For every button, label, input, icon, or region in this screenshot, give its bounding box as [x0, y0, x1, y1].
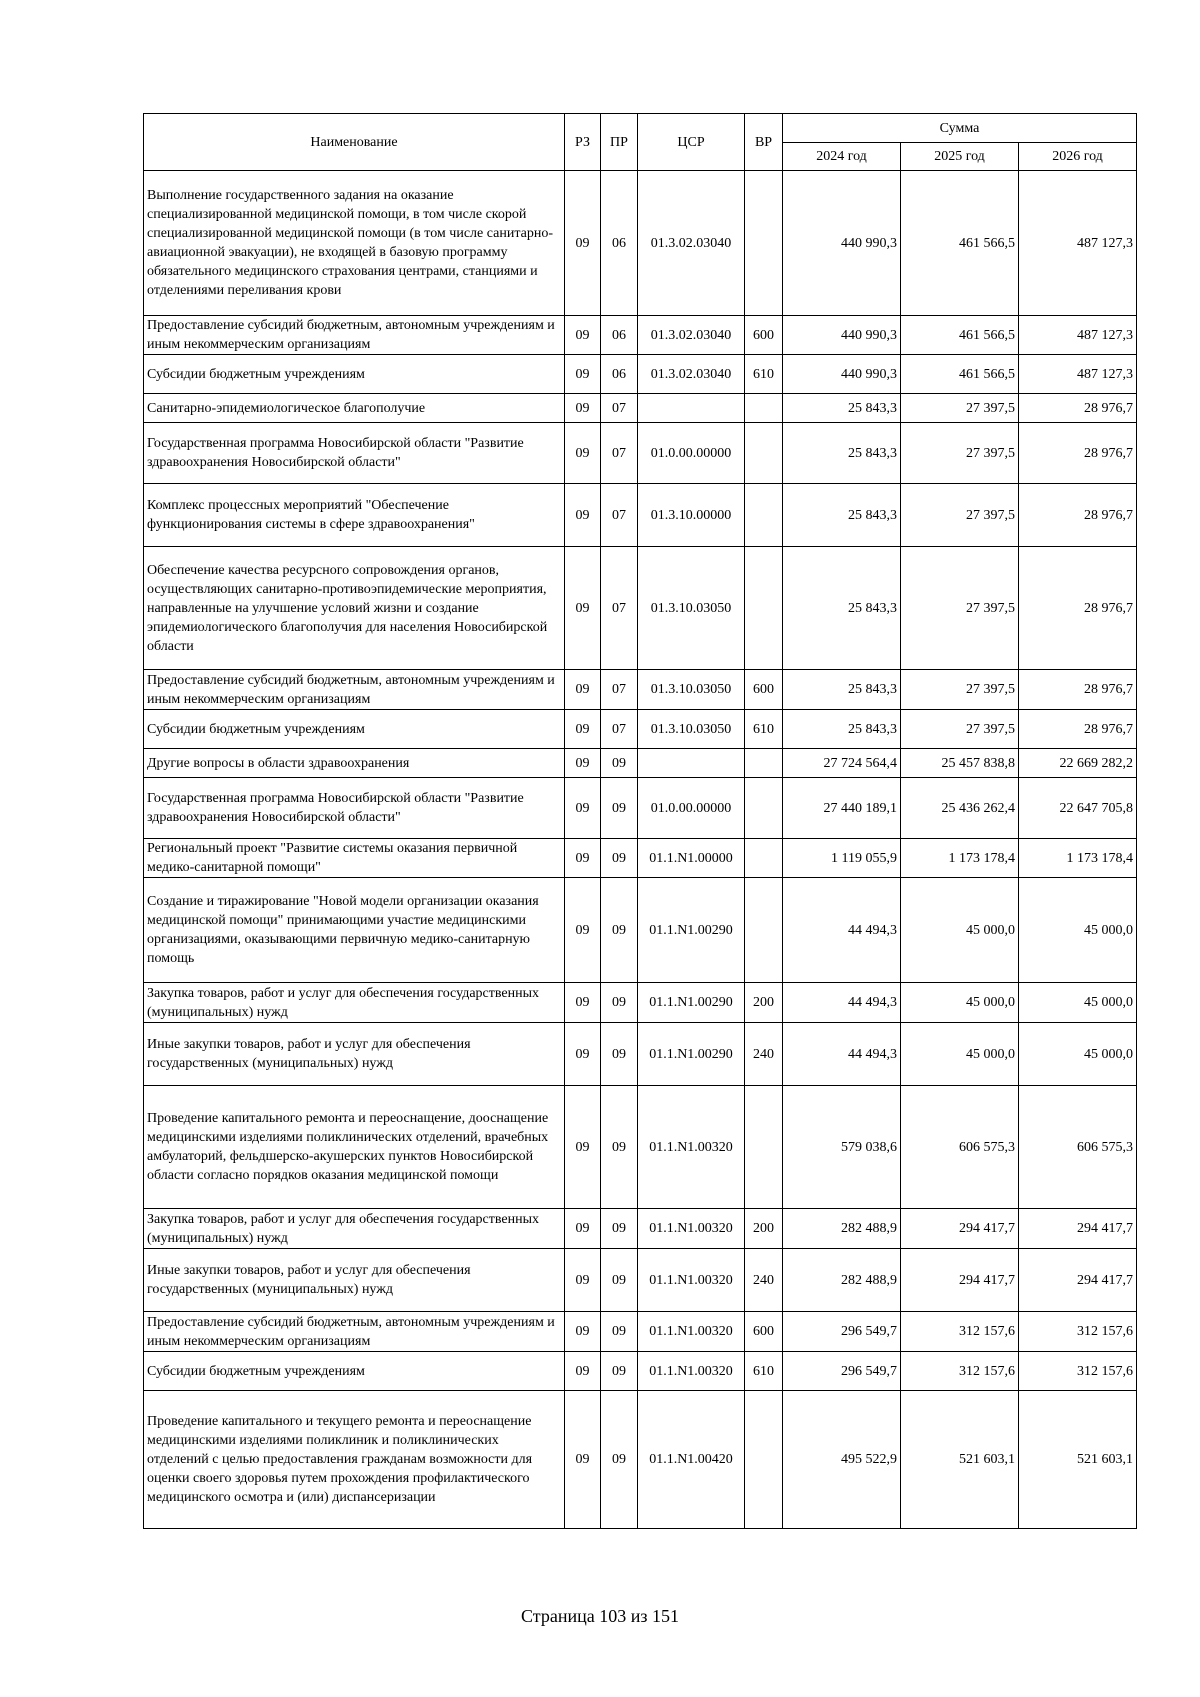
cell-csr: 01.1.N1.00420	[638, 1391, 745, 1529]
cell-name: Предоставление субсидий бюджетным, автономным учреждениям и иным некоммерческим организациям	[144, 670, 565, 710]
cell-rz: 09	[565, 1391, 601, 1529]
cell-sum-2026: 294 417,7	[1019, 1209, 1137, 1249]
cell-vr: 600	[745, 670, 783, 710]
cell-name: Обеспечение качества ресурсного сопровождения органов, осуществляющих санитарно-противоэпидемические мероприятия, направленные на улучшение условий жизни и создание эпидемиологического благополучия для населения Новосибирской области	[144, 547, 565, 670]
cell-name: Региональный проект "Развитие системы оказания первичной медико-санитарной помощи"	[144, 839, 565, 878]
cell-name: Государственная программа Новосибирской области "Развитие здравоохранения Новосибирской области"	[144, 778, 565, 839]
cell-pr: 09	[601, 1086, 638, 1209]
cell-rz: 09	[565, 670, 601, 710]
cell-pr: 09	[601, 983, 638, 1023]
table-row	[144, 670, 1137, 710]
cell-sum-2026: 487 127,3	[1019, 316, 1137, 355]
cell-name: Иные закупки товаров, работ и услуг для обеспечения государственных (муниципальных) нужд	[144, 1249, 565, 1312]
cell-pr: 07	[601, 710, 638, 749]
cell-sum-2024: 296 549,7	[783, 1312, 901, 1352]
cell-rz: 09	[565, 878, 601, 983]
budget-table	[143, 113, 1137, 1529]
cell-pr: 09	[601, 749, 638, 778]
table-row	[144, 171, 1137, 316]
table-row	[144, 1312, 1137, 1352]
cell-csr: 01.1.N1.00320	[638, 1249, 745, 1312]
header-year-2026: 2026 год	[1019, 143, 1137, 171]
cell-rz: 09	[565, 1352, 601, 1391]
cell-sum-2024: 44 494,3	[783, 983, 901, 1023]
cell-rz: 09	[565, 710, 601, 749]
cell-sum-2024: 495 522,9	[783, 1391, 901, 1529]
cell-csr: 01.0.00.00000	[638, 778, 745, 839]
cell-vr: 600	[745, 316, 783, 355]
cell-sum-2025: 27 397,5	[901, 710, 1019, 749]
cell-pr: 09	[601, 878, 638, 983]
cell-sum-2026: 606 575,3	[1019, 1086, 1137, 1209]
cell-sum-2025: 294 417,7	[901, 1209, 1019, 1249]
cell-sum-2026: 1 173 178,4	[1019, 839, 1137, 878]
cell-sum-2025: 606 575,3	[901, 1086, 1019, 1209]
cell-rz: 09	[565, 1023, 601, 1086]
header-csr: ЦСР	[638, 114, 745, 171]
cell-rz: 09	[565, 316, 601, 355]
cell-vr	[745, 423, 783, 484]
header-pr: ПР	[601, 114, 638, 171]
cell-sum-2025: 45 000,0	[901, 983, 1019, 1023]
header-sum: Сумма	[783, 114, 1137, 143]
header-year-2025: 2025 год	[901, 143, 1019, 171]
cell-rz: 09	[565, 749, 601, 778]
cell-sum-2024: 282 488,9	[783, 1249, 901, 1312]
cell-pr: 07	[601, 423, 638, 484]
cell-sum-2024: 282 488,9	[783, 1209, 901, 1249]
cell-pr: 07	[601, 547, 638, 670]
cell-sum-2025: 27 397,5	[901, 670, 1019, 710]
cell-sum-2025: 521 603,1	[901, 1391, 1019, 1529]
cell-csr: 01.1.N1.00320	[638, 1312, 745, 1352]
table-row	[144, 1352, 1137, 1391]
cell-csr: 01.3.10.03050	[638, 670, 745, 710]
cell-csr: 01.1.N1.00000	[638, 839, 745, 878]
cell-pr: 09	[601, 1249, 638, 1312]
table-body	[144, 171, 1137, 1529]
cell-rz: 09	[565, 1086, 601, 1209]
cell-csr: 01.3.10.03050	[638, 547, 745, 670]
cell-pr: 09	[601, 778, 638, 839]
cell-vr	[745, 394, 783, 423]
page-number: Страница 103 из 151	[521, 1606, 679, 1626]
cell-sum-2024: 440 990,3	[783, 171, 901, 316]
cell-name: Проведение капитального ремонта и переоснащение, дооснащение медицинскими изделиями поликлинических отделений, врачебных амбулаторий, фельдшерско-акушерских пунктов Новосибирской области согласно порядков оказания медицинской помощи	[144, 1086, 565, 1209]
cell-pr: 09	[601, 1023, 638, 1086]
cell-vr	[745, 839, 783, 878]
cell-name: Закупка товаров, работ и услуг для обеспечения государственных (муниципальных) нужд	[144, 983, 565, 1023]
cell-csr	[638, 749, 745, 778]
cell-sum-2024: 440 990,3	[783, 316, 901, 355]
cell-sum-2026: 45 000,0	[1019, 983, 1137, 1023]
cell-rz: 09	[565, 1209, 601, 1249]
cell-sum-2025: 27 397,5	[901, 394, 1019, 423]
cell-vr: 200	[745, 983, 783, 1023]
table-row	[144, 316, 1137, 355]
cell-pr: 07	[601, 484, 638, 547]
cell-vr	[745, 778, 783, 839]
cell-csr: 01.3.10.00000	[638, 484, 745, 547]
cell-pr: 07	[601, 670, 638, 710]
cell-pr: 09	[601, 839, 638, 878]
cell-csr: 01.1.N1.00290	[638, 1023, 745, 1086]
cell-pr: 09	[601, 1209, 638, 1249]
table-row	[144, 839, 1137, 878]
cell-csr: 01.3.02.03040	[638, 171, 745, 316]
cell-sum-2025: 45 000,0	[901, 878, 1019, 983]
header-rz: РЗ	[565, 114, 601, 171]
cell-sum-2025: 25 457 838,8	[901, 749, 1019, 778]
cell-rz: 09	[565, 1249, 601, 1312]
cell-rz: 09	[565, 778, 601, 839]
cell-vr	[745, 878, 783, 983]
cell-vr: 240	[745, 1023, 783, 1086]
cell-pr: 09	[601, 1391, 638, 1529]
cell-vr: 610	[745, 1352, 783, 1391]
cell-pr: 06	[601, 316, 638, 355]
cell-rz: 09	[565, 983, 601, 1023]
cell-sum-2026: 28 976,7	[1019, 423, 1137, 484]
cell-sum-2026: 521 603,1	[1019, 1391, 1137, 1529]
cell-name: Выполнение государственного задания на оказание специализированной медицинской помощи, в том числе скорой специализированной медицинской помощи (в том числе санитарно-авиационной эвакуации), не входящей в базовую программу обязательного медицинского страхования центрами, станциями и отделениями переливания крови	[144, 171, 565, 316]
cell-sum-2026: 312 157,6	[1019, 1352, 1137, 1391]
cell-sum-2024: 27 724 564,4	[783, 749, 901, 778]
cell-name: Иные закупки товаров, работ и услуг для обеспечения государственных (муниципальных) нужд	[144, 1023, 565, 1086]
cell-rz: 09	[565, 394, 601, 423]
cell-pr: 06	[601, 355, 638, 394]
cell-csr: 01.3.02.03040	[638, 316, 745, 355]
cell-sum-2026: 28 976,7	[1019, 670, 1137, 710]
cell-sum-2024: 579 038,6	[783, 1086, 901, 1209]
header-year-2024: 2024 год	[783, 143, 901, 171]
cell-sum-2024: 1 119 055,9	[783, 839, 901, 878]
cell-sum-2026: 294 417,7	[1019, 1249, 1137, 1312]
table-row	[144, 1086, 1137, 1209]
cell-csr: 01.1.N1.00290	[638, 878, 745, 983]
header-name: Наименование	[144, 114, 565, 171]
table-row	[144, 484, 1137, 547]
cell-vr: 240	[745, 1249, 783, 1312]
cell-sum-2026: 28 976,7	[1019, 710, 1137, 749]
cell-vr	[745, 749, 783, 778]
cell-sum-2024: 44 494,3	[783, 878, 901, 983]
cell-sum-2025: 45 000,0	[901, 1023, 1019, 1086]
table-row	[144, 983, 1137, 1023]
cell-vr	[745, 547, 783, 670]
cell-csr	[638, 394, 745, 423]
cell-sum-2024: 25 843,3	[783, 394, 901, 423]
cell-sum-2026: 28 976,7	[1019, 547, 1137, 670]
table-row	[144, 547, 1137, 670]
cell-sum-2024: 25 843,3	[783, 710, 901, 749]
table-row	[144, 1209, 1137, 1249]
cell-csr: 01.1.N1.00320	[638, 1086, 745, 1209]
cell-vr	[745, 484, 783, 547]
cell-name: Предоставление субсидий бюджетным, автономным учреждениям и иным некоммерческим организациям	[144, 1312, 565, 1352]
cell-name: Субсидии бюджетным учреждениям	[144, 355, 565, 394]
cell-sum-2026: 22 669 282,2	[1019, 749, 1137, 778]
cell-name: Санитарно-эпидемиологическое благополучие	[144, 394, 565, 423]
section-row	[144, 394, 1137, 423]
cell-sum-2024: 25 843,3	[783, 484, 901, 547]
cell-name: Другие вопросы в области здравоохранения	[144, 749, 565, 778]
cell-sum-2026: 45 000,0	[1019, 1023, 1137, 1086]
cell-csr: 01.1.N1.00290	[638, 983, 745, 1023]
cell-sum-2026: 22 647 705,8	[1019, 778, 1137, 839]
cell-sum-2026: 28 976,7	[1019, 394, 1137, 423]
cell-csr: 01.3.02.03040	[638, 355, 745, 394]
cell-pr: 07	[601, 394, 638, 423]
cell-sum-2026: 487 127,3	[1019, 355, 1137, 394]
cell-rz: 09	[565, 171, 601, 316]
cell-sum-2024: 296 549,7	[783, 1352, 901, 1391]
cell-csr: 01.3.10.03050	[638, 710, 745, 749]
table-row	[144, 423, 1137, 484]
cell-vr: 200	[745, 1209, 783, 1249]
cell-vr: 600	[745, 1312, 783, 1352]
header-vr: ВР	[745, 114, 783, 171]
cell-sum-2025: 461 566,5	[901, 355, 1019, 394]
cell-sum-2026: 312 157,6	[1019, 1312, 1137, 1352]
cell-vr	[745, 171, 783, 316]
cell-sum-2025: 461 566,5	[901, 316, 1019, 355]
cell-sum-2024: 25 843,3	[783, 547, 901, 670]
cell-sum-2025: 312 157,6	[901, 1312, 1019, 1352]
cell-csr: 01.1.N1.00320	[638, 1209, 745, 1249]
cell-sum-2024: 25 843,3	[783, 423, 901, 484]
cell-name: Субсидии бюджетным учреждениям	[144, 1352, 565, 1391]
table-row	[144, 355, 1137, 394]
cell-sum-2025: 461 566,5	[901, 171, 1019, 316]
table-row	[144, 1391, 1137, 1529]
cell-name: Государственная программа Новосибирской области "Развитие здравоохранения Новосибирской области"	[144, 423, 565, 484]
cell-vr	[745, 1391, 783, 1529]
cell-rz: 09	[565, 423, 601, 484]
cell-vr	[745, 1086, 783, 1209]
table-row	[144, 778, 1137, 839]
cell-rz: 09	[565, 484, 601, 547]
cell-name: Субсидии бюджетным учреждениям	[144, 710, 565, 749]
cell-name: Предоставление субсидий бюджетным, автономным учреждениям и иным некоммерческим организациям	[144, 316, 565, 355]
cell-sum-2025: 27 397,5	[901, 484, 1019, 547]
cell-sum-2024: 27 440 189,1	[783, 778, 901, 839]
cell-sum-2025: 1 173 178,4	[901, 839, 1019, 878]
cell-sum-2025: 25 436 262,4	[901, 778, 1019, 839]
cell-vr: 610	[745, 710, 783, 749]
cell-sum-2025: 312 157,6	[901, 1352, 1019, 1391]
cell-sum-2026: 28 976,7	[1019, 484, 1137, 547]
table-row	[144, 710, 1137, 749]
cell-sum-2026: 45 000,0	[1019, 878, 1137, 983]
cell-csr: 01.0.00.00000	[638, 423, 745, 484]
cell-name: Закупка товаров, работ и услуг для обеспечения государственных (муниципальных) нужд	[144, 1209, 565, 1249]
cell-pr: 09	[601, 1352, 638, 1391]
cell-sum-2026: 487 127,3	[1019, 171, 1137, 316]
cell-csr: 01.1.N1.00320	[638, 1352, 745, 1391]
table-row	[144, 878, 1137, 983]
cell-sum-2024: 440 990,3	[783, 355, 901, 394]
cell-name: Создание и тиражирование "Новой модели организации оказания медицинской помощи" принимающими участие медицинскими организациями, оказывающими первичную медико-санитарную помощь	[144, 878, 565, 983]
cell-name: Проведение капитального и текущего ремонта и переоснащение медицинскими изделиями поликлиник и поликлинических отделений с целью предоставления гражданам возможности для оценки своего здоровья путем прохождения профилактического медицинского осмотра и (или) диспансеризации	[144, 1391, 565, 1529]
cell-sum-2024: 44 494,3	[783, 1023, 901, 1086]
table-row	[144, 1249, 1137, 1312]
cell-pr: 06	[601, 171, 638, 316]
cell-rz: 09	[565, 839, 601, 878]
cell-rz: 09	[565, 1312, 601, 1352]
cell-pr: 09	[601, 1312, 638, 1352]
cell-sum-2025: 294 417,7	[901, 1249, 1019, 1312]
cell-sum-2025: 27 397,5	[901, 547, 1019, 670]
table-row	[144, 1023, 1137, 1086]
cell-rz: 09	[565, 547, 601, 670]
cell-vr: 610	[745, 355, 783, 394]
cell-name: Комплекс процессных мероприятий "Обеспечение функционирования системы в сфере здравоохранения"	[144, 484, 565, 547]
cell-sum-2025: 27 397,5	[901, 423, 1019, 484]
cell-rz: 09	[565, 355, 601, 394]
section-row	[144, 749, 1137, 778]
cell-sum-2024: 25 843,3	[783, 670, 901, 710]
